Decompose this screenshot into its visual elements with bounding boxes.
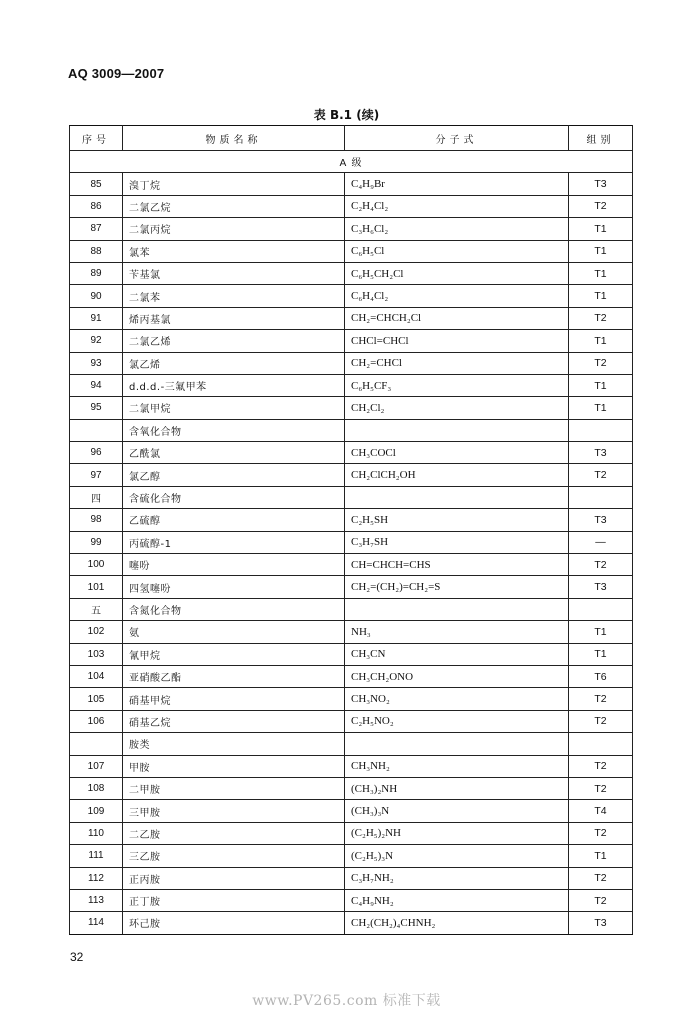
substance-name: 三乙胺: [123, 845, 345, 867]
table-row: [70, 285, 633, 307]
molecular-formula: (C₂H₅)₃N: [345, 845, 569, 867]
molecular-formula: CH=CHCH=CHS: [345, 554, 569, 576]
substance-name: 苄基氯: [123, 262, 345, 284]
table-row: [70, 262, 633, 284]
substance-name: 氯苯: [123, 240, 345, 262]
molecular-formula: CH₂Cl₂: [345, 397, 569, 419]
molecular-formula: CH₂=CHCl: [345, 352, 569, 374]
row-number: 88: [70, 240, 123, 262]
row-number: 103: [70, 643, 123, 665]
temperature-group: T3: [569, 442, 633, 464]
molecular-formula: C₃H₆Cl₂: [345, 218, 569, 240]
row-number: [70, 733, 123, 755]
substance-name: 正丙胺: [123, 867, 345, 889]
temperature-group: T1: [569, 643, 633, 665]
table-row: [70, 598, 633, 620]
temperature-group: T6: [569, 665, 633, 687]
molecular-formula: C₂H₄Cl₂: [345, 195, 569, 217]
table-row: [70, 733, 633, 755]
row-number: 91: [70, 307, 123, 329]
substance-name: 硝基乙烷: [123, 710, 345, 732]
row-number: [70, 419, 123, 441]
molecular-formula: CH₃NO₂: [345, 688, 569, 710]
substance-name: 含氮化合物: [123, 598, 345, 620]
substance-name: 二乙胺: [123, 822, 345, 844]
molecular-formula: C₆H₅Cl: [345, 240, 569, 262]
temperature-group: T1: [569, 262, 633, 284]
substance-name: 含硫化合物: [123, 486, 345, 508]
temperature-group: T1: [569, 845, 633, 867]
grade-row: [70, 151, 633, 173]
temperature-group: T4: [569, 800, 633, 822]
substance-name: 氯乙醇: [123, 464, 345, 486]
table-header-row: [70, 126, 633, 151]
molecular-formula: [345, 598, 569, 620]
molecular-formula: CH₃NH₂: [345, 755, 569, 777]
table-row: [70, 845, 633, 867]
molecular-formula: NH₃: [345, 621, 569, 643]
substance-name: 亚硝酸乙酯: [123, 665, 345, 687]
temperature-group: T2: [569, 777, 633, 799]
table-row: [70, 509, 633, 531]
molecular-formula: CH₃COCl: [345, 442, 569, 464]
molecular-formula: (C₂H₅)₂NH: [345, 822, 569, 844]
molecular-formula: C₄H₉Br: [345, 173, 569, 195]
molecular-formula: C₆H₅CF₃: [345, 374, 569, 396]
column-header-group: 组别: [569, 126, 633, 151]
row-number: 95: [70, 397, 123, 419]
row-number: 113: [70, 889, 123, 911]
row-number: 110: [70, 822, 123, 844]
column-header-no: 序号: [70, 126, 123, 151]
substance-name: 烯丙基氯: [123, 307, 345, 329]
row-number: 五: [70, 598, 123, 620]
temperature-group: T3: [569, 912, 633, 934]
table-row: [70, 330, 633, 352]
molecular-formula: CH₃CN: [345, 643, 569, 665]
row-number: 85: [70, 173, 123, 195]
watermark-text: www.PV265.com 标准下载: [252, 993, 441, 1009]
table-row: [70, 554, 633, 576]
row-number: 111: [70, 845, 123, 867]
temperature-group: T2: [569, 195, 633, 217]
row-number: 105: [70, 688, 123, 710]
table-row: [70, 531, 633, 553]
temperature-group: T3: [569, 173, 633, 195]
molecular-formula: CH₂ClCH₂OH: [345, 464, 569, 486]
table-row: [70, 621, 633, 643]
column-header-formula: 分子式: [345, 126, 569, 151]
document-code: AQ 3009—2007: [68, 66, 165, 81]
table-row: [70, 464, 633, 486]
row-number: 100: [70, 554, 123, 576]
molecular-formula: C₃H₇NH₂: [345, 867, 569, 889]
substance-name: 丙硫醇-1: [123, 531, 345, 553]
row-number: 107: [70, 755, 123, 777]
row-number: 106: [70, 710, 123, 732]
temperature-group: T1: [569, 330, 633, 352]
row-number: 112: [70, 867, 123, 889]
substance-name: 二甲胺: [123, 777, 345, 799]
molecular-formula: CH₂(CH₂)₄CHNH₂: [345, 912, 569, 934]
molecular-formula: C₂H₅SH: [345, 509, 569, 531]
molecular-formula: C₄H₉NH₂: [345, 889, 569, 911]
table-row: [70, 240, 633, 262]
row-number: 114: [70, 912, 123, 934]
table-caption: 表 B.1 (续): [313, 108, 380, 122]
temperature-group: T2: [569, 352, 633, 374]
table-row: [70, 352, 633, 374]
table-row: [70, 800, 633, 822]
row-number: 92: [70, 330, 123, 352]
table-row: [70, 643, 633, 665]
molecular-formula: C₂H₅NO₂: [345, 710, 569, 732]
table-row: [70, 442, 633, 464]
substance-name: 噻吩: [123, 554, 345, 576]
row-number: 89: [70, 262, 123, 284]
row-number: 109: [70, 800, 123, 822]
temperature-group: T2: [569, 464, 633, 486]
temperature-group: T2: [569, 755, 633, 777]
row-number: 99: [70, 531, 123, 553]
row-number: 四: [70, 486, 123, 508]
temperature-group: T1: [569, 374, 633, 396]
temperature-group: T1: [569, 218, 633, 240]
table-row: [70, 173, 633, 195]
substance-name: 二氯丙烷: [123, 218, 345, 240]
table-row: [70, 755, 633, 777]
grade-label: A 级: [70, 151, 633, 173]
substance-name: 二氯乙烷: [123, 195, 345, 217]
table-row: [70, 307, 633, 329]
temperature-group: T1: [569, 397, 633, 419]
row-number: 104: [70, 665, 123, 687]
table-row: [70, 397, 633, 419]
substance-name: 二氯甲烷: [123, 397, 345, 419]
molecular-formula: (CH₃)₃N: [345, 800, 569, 822]
substance-name: 氨: [123, 621, 345, 643]
row-number: 97: [70, 464, 123, 486]
substance-name: 二氯苯: [123, 285, 345, 307]
row-number: 101: [70, 576, 123, 598]
table-row: [70, 218, 633, 240]
substance-name: 含氧化合物: [123, 419, 345, 441]
table-row: [70, 688, 633, 710]
row-number: 102: [70, 621, 123, 643]
table-row: [70, 665, 633, 687]
molecular-formula: CH₂=(CH₂)=CH₂=S: [345, 576, 569, 598]
temperature-group: T2: [569, 688, 633, 710]
substance-name: 胺类: [123, 733, 345, 755]
table-row: [70, 867, 633, 889]
table-row: [70, 822, 633, 844]
temperature-group: T2: [569, 710, 633, 732]
temperature-group: [569, 486, 633, 508]
row-number: 98: [70, 509, 123, 531]
table-row: [70, 195, 633, 217]
temperature-group: [569, 733, 633, 755]
temperature-group: —: [569, 531, 633, 553]
row-number: 90: [70, 285, 123, 307]
substance-name: 乙酰氯: [123, 442, 345, 464]
temperature-group: T2: [569, 554, 633, 576]
table-row: [70, 486, 633, 508]
molecular-formula: C₆H₅CH₂Cl: [345, 262, 569, 284]
molecular-formula: (CH₃)₂NH: [345, 777, 569, 799]
substance-name: 环己胺: [123, 912, 345, 934]
temperature-group: T2: [569, 867, 633, 889]
table-row: [70, 374, 633, 396]
row-number: 87: [70, 218, 123, 240]
temperature-group: [569, 598, 633, 620]
temperature-group: T3: [569, 576, 633, 598]
molecular-formula: C₃H₇SH: [345, 531, 569, 553]
substance-name: 四氢噻吩: [123, 576, 345, 598]
temperature-group: T1: [569, 621, 633, 643]
substance-table: [69, 125, 633, 935]
temperature-group: T3: [569, 509, 633, 531]
table-row: [70, 889, 633, 911]
temperature-group: T2: [569, 822, 633, 844]
row-number: 108: [70, 777, 123, 799]
substance-name: 三甲胺: [123, 800, 345, 822]
row-number: 94: [70, 374, 123, 396]
table-row: [70, 710, 633, 732]
molecular-formula: CH₃CH₂ONO: [345, 665, 569, 687]
table-row: [70, 912, 633, 934]
substance-name: 氰甲烷: [123, 643, 345, 665]
temperature-group: T2: [569, 307, 633, 329]
row-number: 96: [70, 442, 123, 464]
substance-name: 氯乙烯: [123, 352, 345, 374]
temperature-group: T1: [569, 285, 633, 307]
substance-name: 二氯乙烯: [123, 330, 345, 352]
molecular-formula: C₆H₄Cl₂: [345, 285, 569, 307]
molecular-formula: CH₂=CHCH₂Cl: [345, 307, 569, 329]
temperature-group: [569, 419, 633, 441]
substance-name: 溴丁烷: [123, 173, 345, 195]
substance-name: 正丁胺: [123, 889, 345, 911]
column-header-name: 物质名称: [123, 126, 345, 151]
molecular-formula: [345, 733, 569, 755]
table-row: [70, 777, 633, 799]
substance-name: 乙硫醇: [123, 509, 345, 531]
table-row: [70, 576, 633, 598]
substance-name: d.d.d.-三氟甲苯: [123, 374, 345, 396]
substance-name: 硝基甲烷: [123, 688, 345, 710]
molecular-formula: [345, 419, 569, 441]
page-number: 32: [70, 950, 84, 964]
temperature-group: T2: [569, 889, 633, 911]
temperature-group: T1: [569, 240, 633, 262]
substance-name: 甲胺: [123, 755, 345, 777]
molecular-formula: [345, 486, 569, 508]
row-number: 93: [70, 352, 123, 374]
row-number: 86: [70, 195, 123, 217]
table-row: [70, 419, 633, 441]
molecular-formula: CHCl=CHCl: [345, 330, 569, 352]
